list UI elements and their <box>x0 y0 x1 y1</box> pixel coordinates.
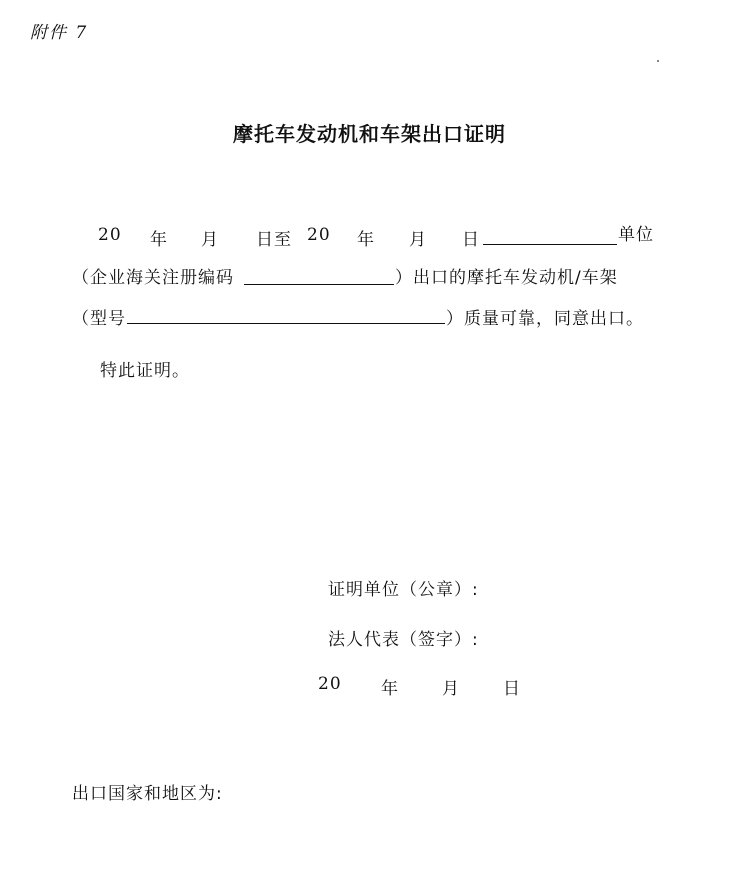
customs-code-blank[interactable] <box>244 283 394 285</box>
sign-year-label: 年 <box>381 679 399 699</box>
scan-speck <box>657 60 659 62</box>
seal-label: 证明单位（公章）: <box>328 580 479 600</box>
customs-code-prefix: （企业海关注册编码 <box>72 268 234 288</box>
sign-day-label: 日 <box>503 679 521 699</box>
year-label-end: 年 <box>357 230 375 250</box>
year-prefix-end: 20 <box>307 225 331 245</box>
day-to-label: 日至 <box>256 230 292 250</box>
unit-name-blank[interactable] <box>483 243 617 245</box>
sign-year-prefix: 20 <box>318 674 342 694</box>
day-label-end: 日 <box>462 230 480 250</box>
export-country-label: 出口国家和地区为: <box>72 784 223 804</box>
legal-rep-label: 法人代表（签字）: <box>328 630 479 650</box>
year-prefix-start: 20 <box>98 225 122 245</box>
model-prefix: （型号 <box>72 309 126 329</box>
document-title: 摩托车发动机和车架出口证明 <box>233 122 506 146</box>
unit-label: 单位 <box>618 225 654 245</box>
closing-statement: 特此证明。 <box>100 361 190 381</box>
attachment-label: 附件 7 <box>30 23 89 43</box>
model-blank[interactable] <box>127 322 445 324</box>
sign-month-label: 月 <box>442 679 460 699</box>
customs-code-suffix: ）出口的摩托车发动机/车架 <box>395 268 618 288</box>
month-label-start: 月 <box>201 230 219 250</box>
year-label-start: 年 <box>150 230 168 250</box>
month-label-end: 月 <box>409 230 427 250</box>
model-suffix: ）质量可靠，同意出口。 <box>446 309 644 329</box>
